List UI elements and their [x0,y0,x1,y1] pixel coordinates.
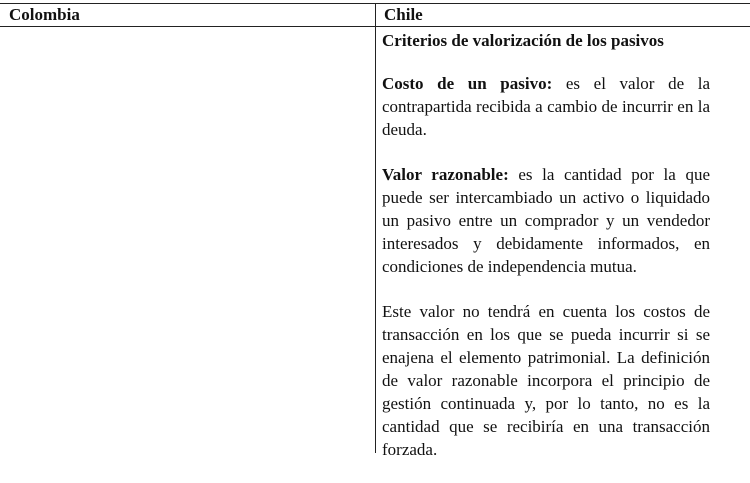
definition-valor-razonable: es la cantidad por la que puede ser intercambiado un activo o liquidado un pasivo entre un comprador y un vendedor interesados y debidamente informados, en condiciones de independencia mutua. [382,165,711,276]
paragraph-costo [382,72,710,141]
term-valor-razonable: Valor razonable: [382,165,509,184]
column-divider [375,3,376,453]
definition-costo: es el valor de la contrapartida recibida a cambio de incurrir en la deuda. [382,74,710,139]
column-header-colombia: Colombia [9,5,80,24]
paragraph-costos-transaccion [382,300,710,461]
paragraph-valor-razonable [382,163,710,278]
chile-cell [382,30,710,483]
term-costo: Costo de un pasivo: [382,74,553,93]
text-costos-transaccion: Este valor no tendrá en cuenta los costos de transacción en los que se pueda incurrir si se enajena el elemento patrimonial. La definición de valor razonable incorpora el principio de gestión continuada y, por lo tanto, no es la cantidad que se recibiría en una transacción forzada. [382,302,710,459]
column-header-chile: Chile [384,5,423,24]
section-title: Criterios de valorización de los pasivos [382,31,664,50]
